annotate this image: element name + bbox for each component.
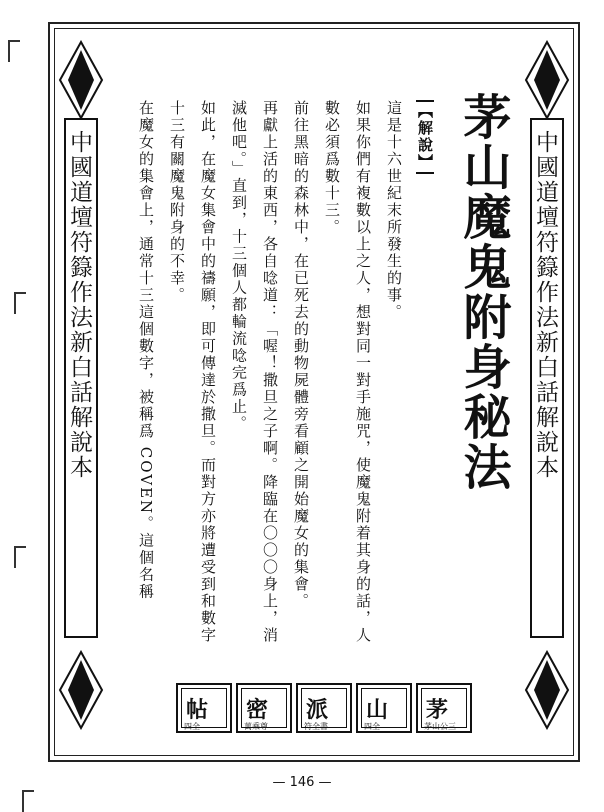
seal-stamp xyxy=(296,683,352,733)
paragraph: 如此，在魔女集會中的禱願，即可傳達於撒旦。而對方亦將遭受到和數字十三有關魔鬼附身的不幸。 xyxy=(168,100,217,644)
book-title: 中國道壇符籙作法新白話解說本 xyxy=(66,130,92,480)
book-title-box xyxy=(530,118,564,638)
seal-stamp-character: 派 xyxy=(306,697,329,723)
paragraph: 這是十六世紀末所發生的事。 xyxy=(385,100,403,321)
seal-stamp xyxy=(416,683,472,733)
seal-stamp-character: 密 xyxy=(246,697,269,723)
seal-stamp-label: 四全 xyxy=(364,722,380,731)
corner-ornament-top xyxy=(522,40,572,120)
book-title: 中國道壇符籙作法新白話解說本 xyxy=(532,130,558,480)
paragraph: 前往黑暗的森林中，在已死去的動物屍體旁看顧之開始魔女的集會。 xyxy=(292,100,310,610)
corner-ornament-top xyxy=(56,40,106,120)
corner-ornament-bottom xyxy=(56,650,106,730)
seal-stamp-character: 山 xyxy=(366,697,389,723)
seal-stamp-label: 四全 xyxy=(184,722,200,731)
body-text xyxy=(130,100,440,660)
book-title-box xyxy=(64,118,98,638)
seal-stamp-character: 茅 xyxy=(426,697,449,723)
seal-stamp-label: 符全書 xyxy=(304,722,328,731)
binding-mark xyxy=(8,40,20,62)
paragraph: 在魔女的集會上，通常十三這個數字，被稱爲 COVEN。這個名稱 xyxy=(137,100,155,601)
seal-stamp xyxy=(356,683,412,733)
seal-stamp xyxy=(176,683,232,733)
binding-mark xyxy=(22,790,34,812)
seal-stamp xyxy=(236,683,292,733)
chapter-title: 茅山魔鬼附身秘法 xyxy=(455,92,511,492)
section-label: 【解說】 xyxy=(416,100,434,174)
seal-stamp-row xyxy=(176,683,472,733)
corner-ornament-bottom xyxy=(522,650,572,730)
left-side-panel xyxy=(56,40,106,730)
binding-mark xyxy=(14,292,26,314)
paragraph: 如果你們有複數以上之人，想對同一對手施咒，使魔鬼附着其身的話，人數必須爲數十三。 xyxy=(323,100,372,644)
right-side-panel xyxy=(522,40,572,730)
paragraph: 再獻上活的東西，各自唸道：「喔！撒旦之子啊。降臨在〇〇〇身上，消滅他吧。」直到，十三個人都輪流唸完爲止。 xyxy=(230,100,279,644)
page-number: — 146 — xyxy=(272,775,332,790)
seal-stamp-character: 帖 xyxy=(186,697,209,723)
binding-mark xyxy=(14,546,26,568)
seal-stamp-label: 茅山公三 xyxy=(424,722,456,731)
seal-stamp-label: 萬乘尊 xyxy=(244,722,268,731)
